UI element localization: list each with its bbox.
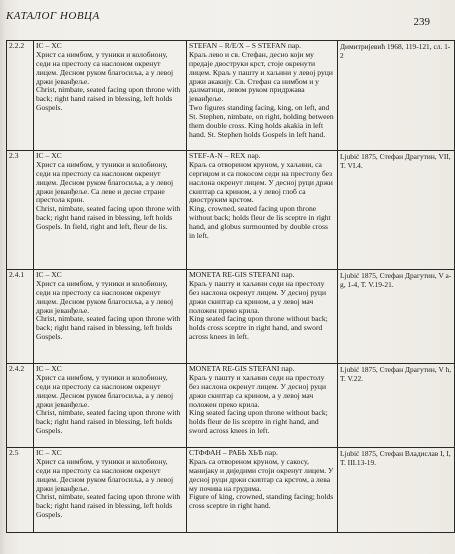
reverse-description-en: King seated facing upon throne without back; holds fleur de lis sceptre in right hand, and sword across knees in left.	[189, 408, 328, 436]
obverse-legend: IC – XC	[36, 151, 62, 160]
reverse-legend: STEFAN – R/E/X – S STEFAN пар.	[189, 41, 301, 50]
reference-text: Димитријевић 1968, 119-121, сл. 1-2	[340, 42, 451, 61]
reverse-description-sr: Краљ у пашту и хаљини седи на престолу без наслона окренут лицем. У десној руци држи скиптар са крином, а у левој мач положен преко крила.	[189, 278, 327, 315]
reverse-legend: MONETA RE-GIS STEFANI пар.	[189, 364, 295, 373]
reverse-cell	[187, 151, 338, 270]
obverse-description-en: Christ, nimbate, seated facing upon throne with back; right hand raised in blessing, left holds Gospels.	[36, 314, 181, 342]
obverse-description-sr: Христ са нимбом, у туники и колобиону, седи на престолу са наслоном окренут лицем. Десном руком благосиља, а у левој држи јеванђеље.	[36, 49, 174, 86]
page-number: 239	[413, 16, 430, 28]
reverse-description-en: King seated facing upon throne without back; holds cross sceptre in right hand, and sword across knees in left.	[189, 314, 328, 342]
reverse-description-sr: Краљ лево и св. Стефан, десно који му предаје двоструки крст, стоје окренути лицем. Краљ у пашту и хаљини у левој руци држи акакију. Св. Стефан са нимбом и у далматици, левом руком придржава јеванђеље.	[189, 49, 333, 104]
reference-text: Ljubić 1875, Стефан Драгутин, V a-g, 1-4, T. V.19-21.	[340, 271, 452, 290]
reverse-legend: СТФФАН – РАБЬ ХЬѢ пар.	[189, 448, 278, 457]
running-head: КАТАЛОГ НОВЦА	[6, 10, 100, 22]
reverse-description-sr: Краљ са отвореном круном, у сакосу, манијаку и диједими стоји окренут лицем. У десној руци држи скиптар са крстом, а лева му почива на грудима.	[189, 456, 334, 493]
reverse-description-en: Figure of king, crowned, standing facing; holds cross sceptre in right hand.	[189, 492, 334, 511]
reverse-description-sr: Краљ у пашту и хаљини седи на престолу без наслона окренут лицем. У десној руци држи скиптар са крином, а у левој мач положен преко крила.	[189, 372, 327, 409]
reference-text: Ljubić 1875, Стефан Владислав I, I, T. III.13-19.	[340, 449, 451, 468]
entry-number: 2.4.1	[7, 270, 34, 364]
obverse-description-en: Christ, nimbate, seated facing upon throne with back; right hand raised in blessing, left holds Gospels.	[36, 492, 181, 520]
obverse-cell	[34, 151, 187, 270]
obverse-cell	[34, 364, 187, 448]
reference-cell	[338, 151, 455, 270]
reverse-description-sr: Краљ са отвореном круном, у хаљини, са сергиџом и са покосом седи на престолу без наслона окренут лицем. У десној руци држи скиптар са крином, а у левој глоб са двоструким крстом.	[189, 159, 333, 205]
reference-cell	[338, 270, 455, 364]
obverse-cell	[34, 270, 187, 364]
obverse-description-en: Christ, nimbate, seated facing upon throne with back; right hand raised in blessing, left holds Gospels.	[36, 85, 181, 113]
obverse-cell	[34, 448, 187, 533]
table-row	[7, 364, 455, 448]
reverse-description-en: Two figures standing facing, king, on left, and St. Stephen, nimbate, on right, holding between them double cross. King holds akakia in left hand. St. Stephen holds Gospels in left hand.	[189, 103, 334, 139]
obverse-description-en: Christ, nimbate, seated facing upon throne with back; right hand raised in blessing, left holds Gospels. In field, right and left, fleur de lis.	[36, 204, 181, 231]
reference-cell	[338, 41, 455, 151]
reverse-legend: STEF-A-N – REX пар.	[189, 151, 261, 160]
obverse-cell	[34, 41, 187, 151]
reverse-cell	[187, 41, 338, 151]
entry-number: 2.2.2	[7, 41, 34, 151]
reverse-legend: MONETA RE-GIS STEFANI пар.	[189, 270, 295, 279]
coin-catalog-table	[6, 40, 455, 533]
table-row	[7, 448, 455, 533]
reverse-cell	[187, 270, 338, 364]
reverse-cell	[187, 364, 338, 448]
table-row	[7, 151, 455, 270]
table-row	[7, 41, 455, 151]
entry-number: 2.5	[7, 448, 34, 533]
obverse-description-sr: Христ са нимбом, у туники и колобиону, седи на престолу са наслоном окренут лицем. Десном руком благосиља, а у левој држи јеванђеље. Са леве и десне стране престола крин.	[36, 159, 174, 205]
obverse-legend: IC – XC	[36, 41, 62, 50]
obverse-description-en: Christ, nimbate, seated facing upon throne with back; right hand raised in blessing, left holds Gospels.	[36, 408, 181, 436]
obverse-legend: IC – XC	[36, 270, 62, 279]
obverse-description-sr: Христ са нимбом, у туники и колобиону, седи на престолу са наслоном окренут лицем. Десном руком благосиља, а у левој држи јеванђеље.	[36, 456, 174, 493]
entry-number: 2.3	[7, 151, 34, 270]
obverse-description-sr: Христ са нимбом, у туники и колобиону, седи на престолу са наслоном окренут лицем. Десном руком благосиља, а у левој држи јеванђеље.	[36, 278, 174, 315]
obverse-description-sr: Христ са нимбом, у туники и колобиону, седи на престолу са наслоном окренут лицем. Десном руком благосиља, а у левој држи јеванђеље.	[36, 372, 174, 409]
reverse-cell	[187, 448, 338, 533]
page-header	[4, 4, 436, 34]
reference-cell	[338, 448, 455, 533]
reference-text: Ljubić 1875, Стефан Драгутин, V h, T. V.22.	[340, 365, 452, 384]
entry-number: 2.4.2	[7, 364, 34, 448]
obverse-legend: IC – XC	[36, 448, 62, 457]
table-row	[7, 270, 455, 364]
obverse-legend: IC – XC	[36, 364, 62, 373]
reference-cell	[338, 364, 455, 448]
reverse-description-en: King, crowned, seated facing upon throne without back; holds fleur de lis sceptre in right hand, and globus surmounted by double cross in left.	[189, 204, 331, 240]
reference-text: Ljubić 1875, Стефан Драгутин, VII, T. VI.4.	[340, 152, 451, 171]
